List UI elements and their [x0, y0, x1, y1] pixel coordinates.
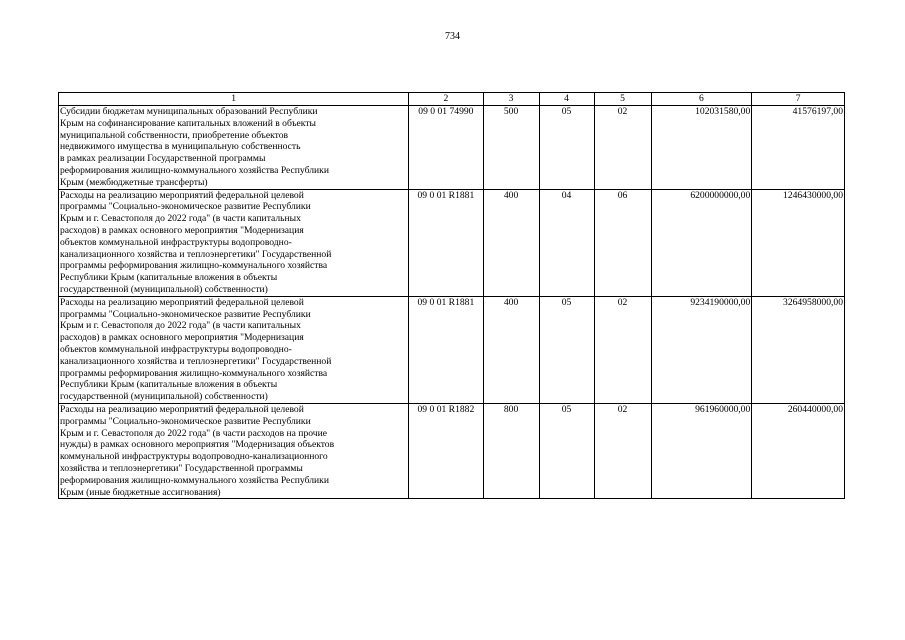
header-col-5: 5 [594, 93, 651, 106]
header-col-6: 6 [651, 93, 752, 106]
subsection-code: 06 [594, 189, 651, 296]
amount-col-6: 9234190000,00 [651, 296, 752, 403]
budget-table [58, 92, 845, 499]
item-name: Расходы на реализацию мероприятий федеральной целевой программы "Социально-экономическое развитие Республики Крым и г. Севастополя до 2022 года" (в части расходов на прочие нужды) в рамках основного мероприятия "Модернизация объектов коммунальной инфраструктуры водопроводно-канализационного хозяйства и теплоэнергетики" Государственной программы реформирования жилищно-коммунального хозяйства Республики Крым (иные бюджетные ассигнования) [59, 403, 409, 498]
header-col-7: 7 [752, 93, 845, 106]
section-code: 05 [539, 403, 594, 498]
header-row [59, 93, 845, 106]
target-article-code: 09 0 01 R1881 [409, 189, 483, 296]
page-number: 734 [445, 31, 460, 42]
table-row [59, 106, 845, 190]
header-col-3: 3 [483, 93, 539, 106]
expense-type-code: 500 [483, 106, 539, 190]
table-row [59, 189, 845, 296]
subsection-code: 02 [594, 403, 651, 498]
table-row [59, 403, 845, 498]
amount-col-6: 6200000000,00 [651, 189, 752, 296]
section-code: 04 [539, 189, 594, 296]
section-code: 05 [539, 106, 594, 190]
amount-col-6: 102031580,00 [651, 106, 752, 190]
amount-col-7: 260440000,00 [752, 403, 845, 498]
item-name: Расходы на реализацию мероприятий федеральной целевой программы "Социально-экономическое развитие Республики Крым и г. Севастополя до 2022 года" (в части капитальных расходов) в рамках основного мероприятия "Модернизация объектов коммунальной инфраструктуры водопроводно- канализационного хозяйства и теплоэнергетики" Государственной программы реформирования жилищно-коммунального хозяйства Республики Крым (капитальные вложения в объекты государственной (муниципальной) собственности) [59, 189, 409, 296]
amount-col-7: 1246430000,00 [752, 189, 845, 296]
expense-type-code: 400 [483, 296, 539, 403]
expense-type-code: 800 [483, 403, 539, 498]
amount-col-7: 41576197,00 [752, 106, 845, 190]
target-article-code: 09 0 01 R1882 [409, 403, 483, 498]
expense-type-code: 400 [483, 189, 539, 296]
subsection-code: 02 [594, 106, 651, 190]
header-col-4: 4 [539, 93, 594, 106]
target-article-code: 09 0 01 R1881 [409, 296, 483, 403]
header-col-2: 2 [409, 93, 483, 106]
table-row [59, 296, 845, 403]
section-code: 05 [539, 296, 594, 403]
subsection-code: 02 [594, 296, 651, 403]
amount-col-7: 3264958000,00 [752, 296, 845, 403]
amount-col-6: 961960000,00 [651, 403, 752, 498]
target-article-code: 09 0 01 74990 [409, 106, 483, 190]
header-col-1: 1 [59, 93, 409, 106]
item-name: Субсидии бюджетам муниципальных образований Республики Крым на софинансирование капитальных вложений в объекты муниципальной собственности, приобретение объектов недвижимого имущества в муниципальную собственность в рамках реализации Государственной программы реформирования жилищно-коммунального хозяйства Республики Крым (межбюджетные трансферты) [59, 106, 409, 190]
item-name: Расходы на реализацию мероприятий федеральной целевой программы "Социально-экономическое развитие Республики Крым и г. Севастополя до 2022 года" (в части капитальных расходов) в рамках основного мероприятия "Модернизация объектов коммунальной инфраструктуры водопроводно- канализационного хозяйства и теплоэнергетики" Государственной программы реформирования жилищно-коммунального хозяйства Республики Крым (капитальные вложения в объекты государственной (муниципальной) собственности) [59, 296, 409, 403]
